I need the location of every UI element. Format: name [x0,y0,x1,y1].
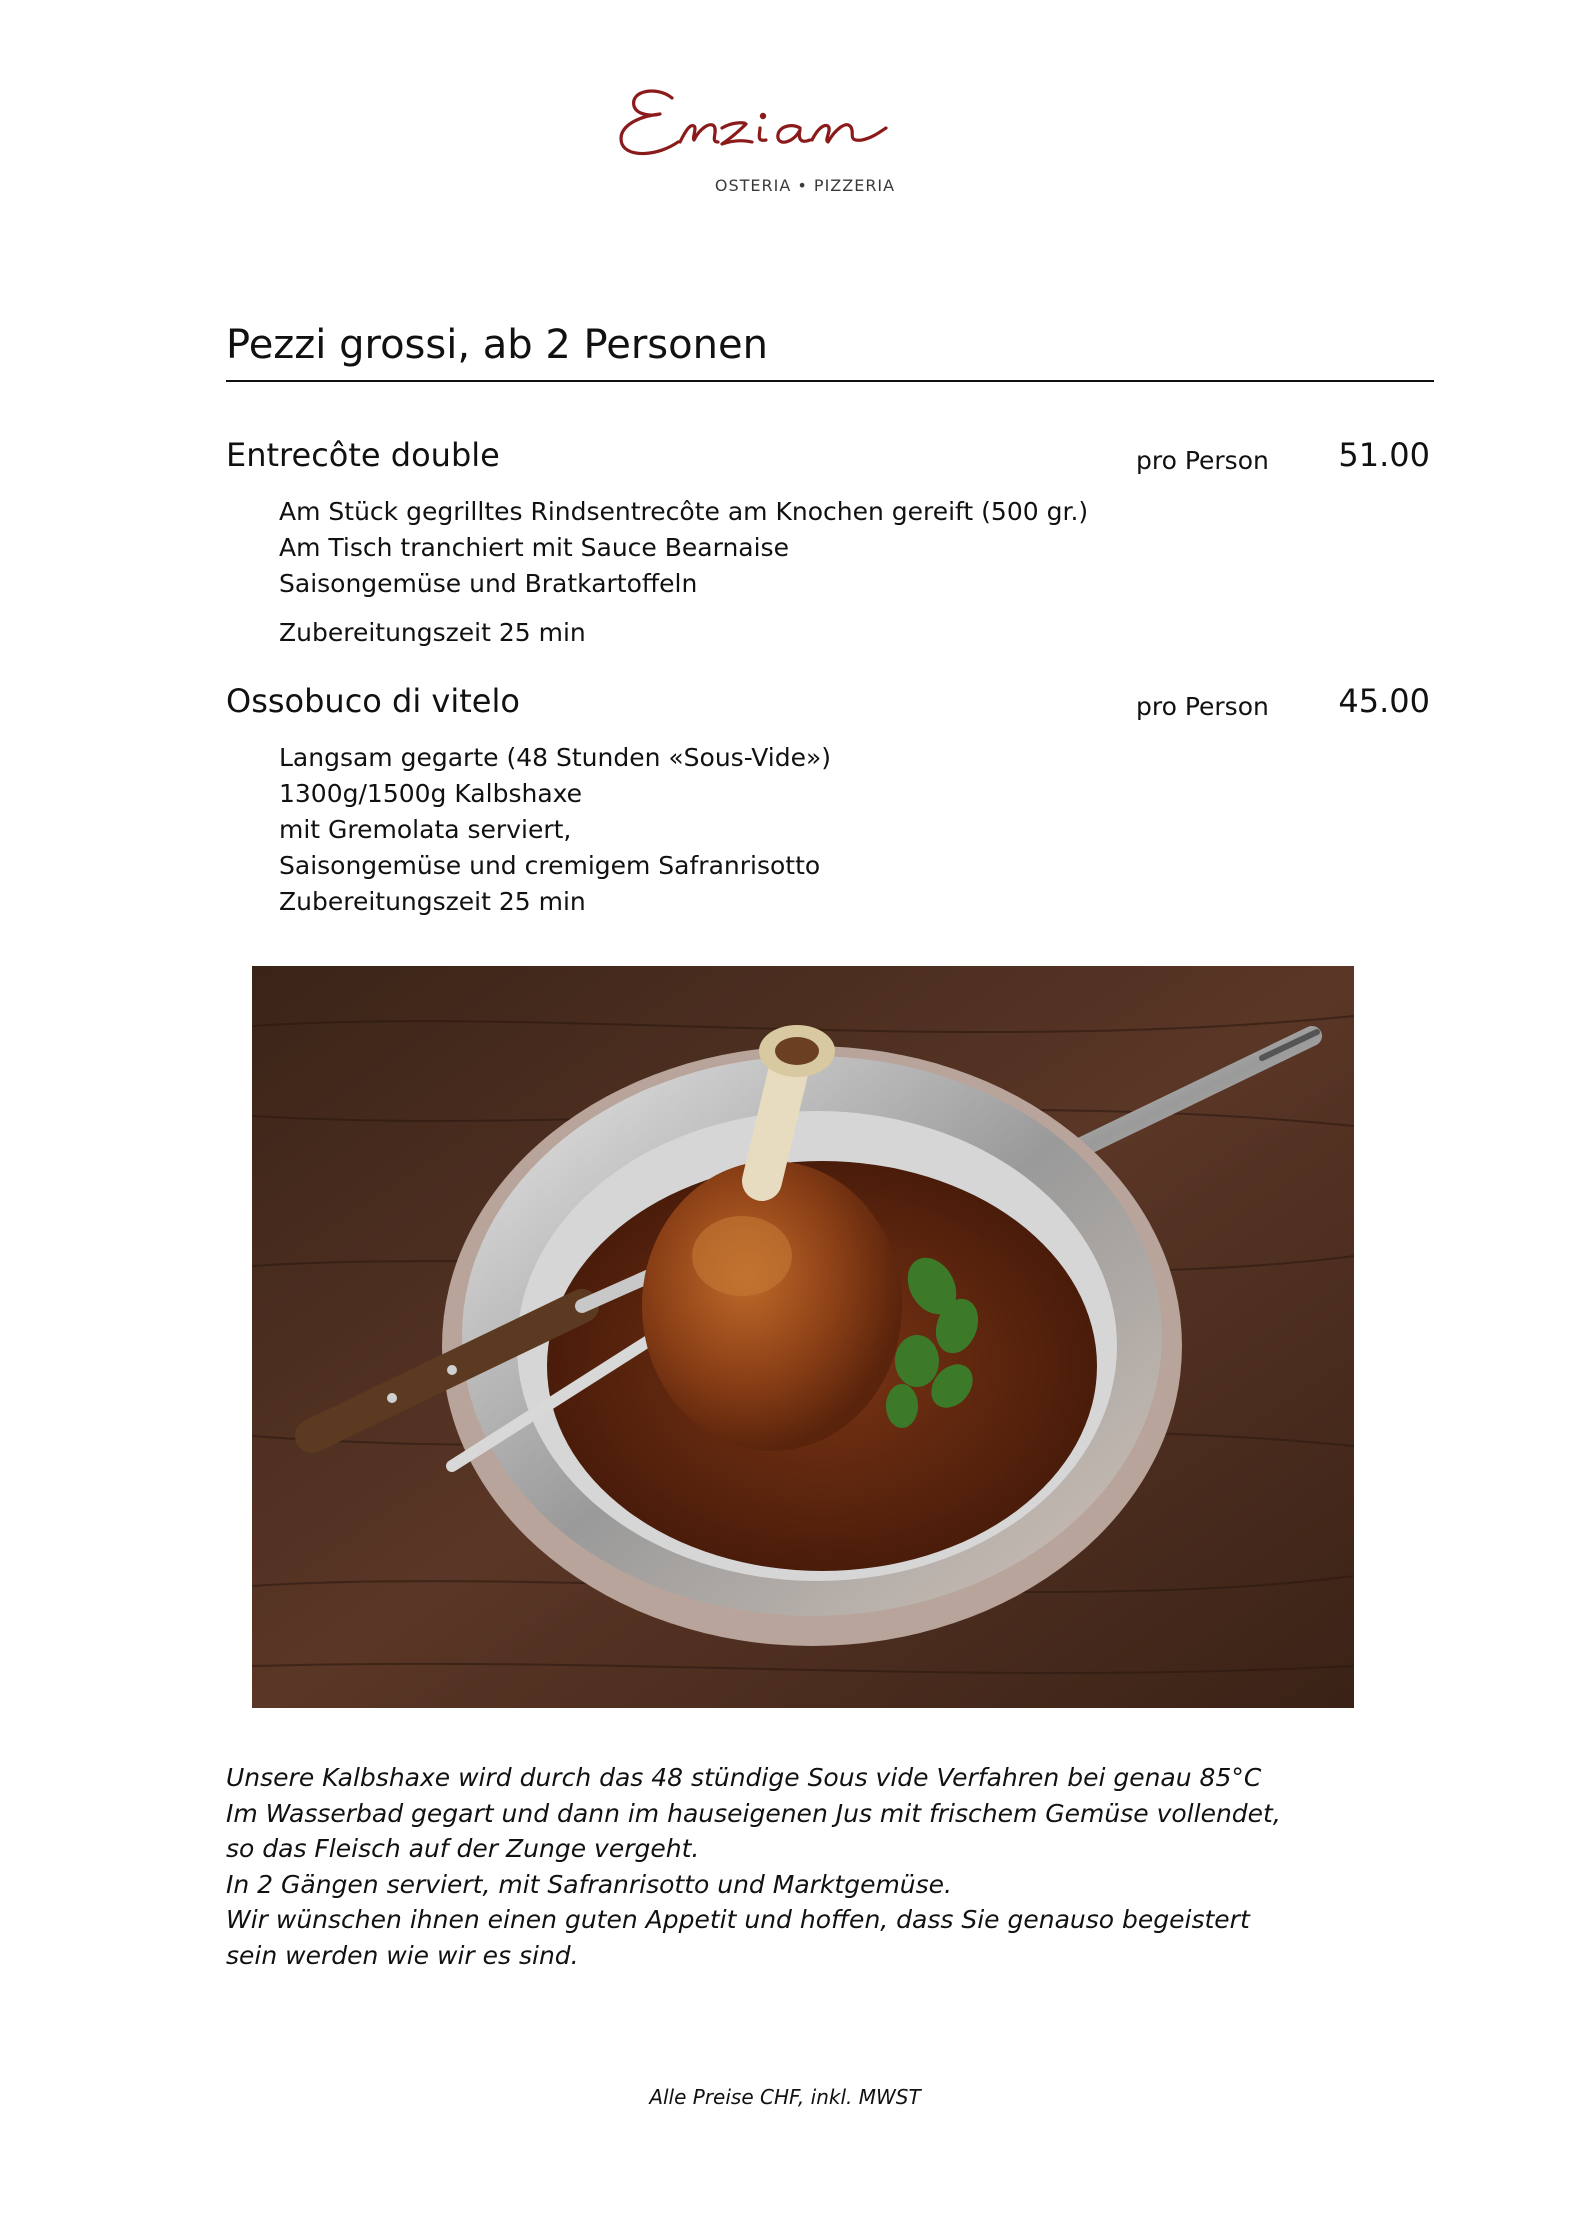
item-description [279,494,1088,602]
description-line: Saisongemüse und cremigem Safranrisotto [279,851,821,880]
item-unit: pro Person [1136,446,1269,475]
description-line: Langsam gegarte (48 Stunden «Sous-Vide») [279,743,832,772]
enzian-script-logo [610,78,1000,168]
note-line: Im Wasserbad gegart und dann im hauseigenen Jus mit frischem Gemüse vollendet, [226,1798,1281,1828]
note-line: In 2 Gängen serviert, mit Safranrisotto und Marktgemüse. [226,1869,953,1899]
note-line: Unsere Kalbshaxe wird durch das 48 stündige Sous vide Verfahren bei genau 85°C [226,1763,1262,1792]
item-price: 51.00 [1338,436,1430,474]
item-prep-time: Zubereitungszeit 25 min [279,618,586,647]
description-line: 1300g/1500g Kalbshaxe [279,779,583,808]
section-title: Pezzi grossi, ab 2 Personen [226,322,768,368]
description-line: Am Tisch tranchiert mit Sauce Bearnaise [279,533,789,562]
description-paragraph [226,1760,1281,1974]
description-line: mit Gremolata serviert, [279,815,572,844]
note-line: Wir wünschen ihnen einen guten Appetit und hoffen, dass Sie genauso begeistert [226,1905,1250,1935]
note-line: sein werden wie wir es sind. [226,1940,579,1970]
section-divider [226,380,1434,382]
item-name: Ossobuco di vitelo [226,682,520,720]
price-footer: Alle Preise CHF, inkl. MWST [649,2085,921,2109]
item-unit: pro Person [1136,692,1269,721]
description-line: Am Stück gegrilltes Rindsentrecôte am Knochen gereift (500 gr.) [279,497,1089,526]
description-line: Saisongemüse und Bratkartoffeln [279,569,698,598]
veal-shank-in-pan-photo [252,966,1354,1708]
brand-logo [610,78,1000,208]
item-name: Entrecôte double [226,436,500,474]
brand-subtitle: OSTERIA • PIZZERIA [714,176,896,195]
item-price: 45.00 [1338,682,1430,720]
item-description [279,740,831,920]
description-line: Zubereitungszeit 25 min [279,887,586,916]
note-line: so das Fleisch auf der Zunge vergeht. [226,1834,700,1864]
